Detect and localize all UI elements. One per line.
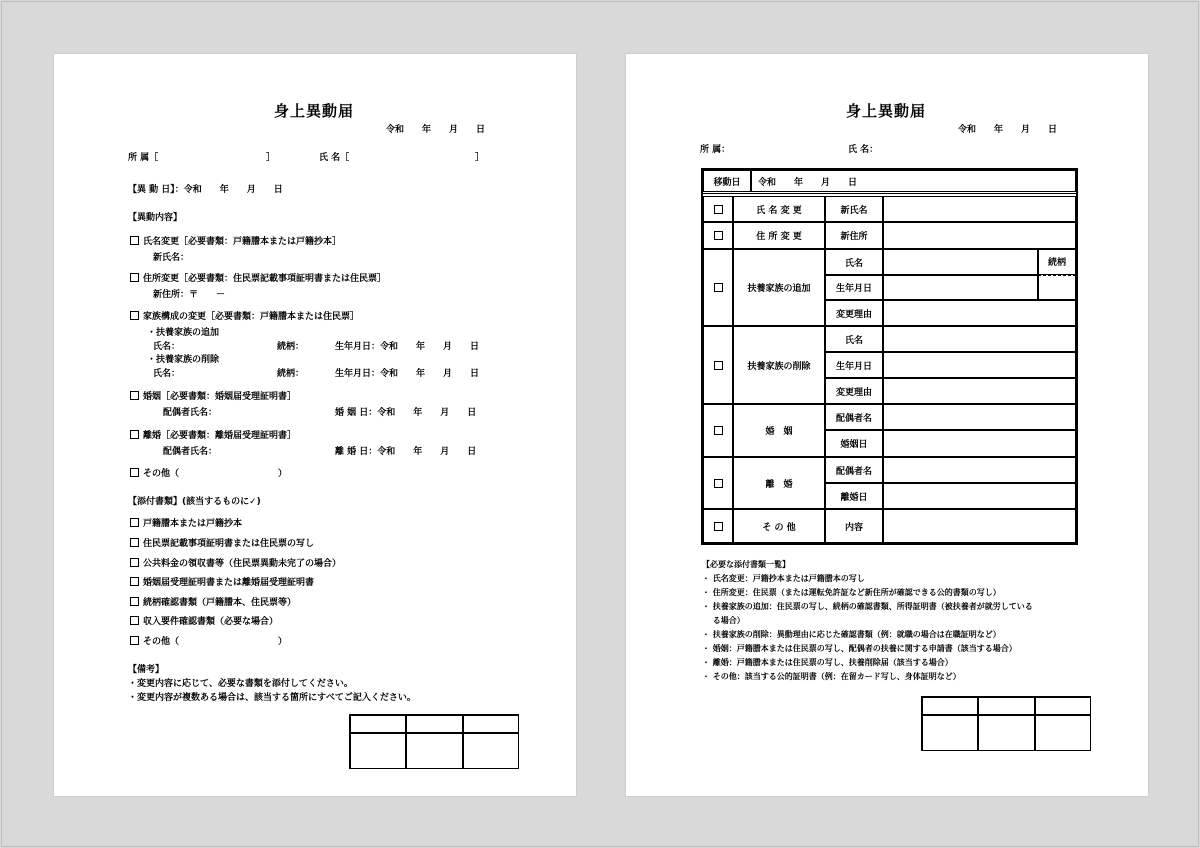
- attach-item[interactable]: 公共料金の領収書等（住民票異動未完了の場合）: [130, 556, 341, 569]
- dep-relation-input[interactable]: [1038, 275, 1076, 300]
- checkbox-icon[interactable]: [130, 468, 139, 477]
- checkbox-icon[interactable]: [714, 283, 723, 292]
- stamp-cell: [1035, 715, 1091, 751]
- table-divider: [703, 508, 1076, 509]
- check-address-change[interactable]: [703, 222, 733, 249]
- item-family-change[interactable]: 家族構成の変更［必要書類：戸籍謄本または住民票］: [130, 309, 359, 322]
- stamp-cell: [350, 715, 406, 733]
- new-address-input[interactable]: [883, 222, 1076, 249]
- rem-reason-label: 変更理由: [825, 378, 883, 404]
- checkbox-icon[interactable]: [130, 391, 139, 400]
- checkbox-icon[interactable]: [130, 538, 139, 547]
- add-dep-birth[interactable]: 生年月日：令和 年 月 日: [335, 342, 480, 352]
- name-change-label: 氏 名 変 更: [733, 196, 825, 222]
- add-dependent-label: ・扶養家族の追加: [147, 328, 220, 338]
- rem-birth-label: 生年月日: [825, 352, 883, 378]
- rem-name-input[interactable]: [883, 326, 1076, 352]
- remove-dep-relation[interactable]: 続柄：: [277, 369, 305, 379]
- other-label: そ の 他: [733, 509, 825, 543]
- table-divider: [703, 248, 1076, 249]
- page-title: 身上異動届: [274, 102, 355, 120]
- marriage-date-label: 婚姻日: [825, 430, 883, 457]
- rem-name-label: 氏名: [825, 326, 883, 352]
- stamp-cell: [922, 697, 978, 715]
- stamp-cell: [463, 715, 519, 733]
- table-divider: [703, 193, 1076, 194]
- move-date-field[interactable]: 【異 動 日】：令和 年 月 日: [128, 185, 283, 195]
- new-name-input[interactable]: [883, 196, 1076, 222]
- marriage-label: 婚 姻: [733, 404, 825, 457]
- doc-line: る場合）: [702, 616, 745, 625]
- approval-stamp-box[interactable]: [349, 714, 519, 769]
- checkbox-icon[interactable]: [130, 430, 139, 439]
- divorce-spouse-name[interactable]: 配偶者氏名：: [163, 447, 218, 457]
- new-address-field[interactable]: 新住所：〒 －: [153, 290, 226, 300]
- checkbox-icon[interactable]: [130, 236, 139, 245]
- form-page-right: [625, 53, 1149, 797]
- other-content-input[interactable]: [883, 509, 1076, 543]
- date-line: 令和 年 月 日: [958, 125, 1058, 135]
- doc-line: ・ その他：該当する公的証明書（例：在留カード写し、身体証明など）: [702, 672, 961, 681]
- marriage-spouse-name[interactable]: 配偶者氏名：: [163, 408, 218, 418]
- item-address-change[interactable]: 住所変更［必要書類：住民票記載事項証明書または住民票］: [130, 271, 386, 284]
- checkbox-icon[interactable]: [130, 597, 139, 606]
- divorce-date-label: 離婚日: [825, 483, 883, 509]
- doc-line: ・ 婚姻：戸籍謄本または住民票の写し、配偶者の扶養に関する申請書（該当する場合）: [702, 644, 1017, 653]
- checkbox-icon[interactable]: [130, 311, 139, 320]
- attach-item[interactable]: 婚姻届受理証明書または離婚届受理証明書: [130, 575, 314, 588]
- dep-birth-label: 生年月日: [825, 275, 883, 300]
- item-name-change[interactable]: 氏名変更［必要書類：戸籍謄本または戸籍抄本］: [130, 234, 341, 247]
- other-content-label: 内容: [825, 509, 883, 543]
- table-divider: [703, 403, 1076, 404]
- remove-dependent-label: ・扶養家族の削除: [147, 355, 220, 365]
- date-line: 令和 年 月 日: [386, 125, 486, 135]
- page-title: 身上異動届: [846, 102, 927, 120]
- stamp-cell: [978, 715, 1035, 751]
- dep-reason-label: 変更理由: [825, 300, 883, 326]
- table-divider: [703, 325, 1076, 326]
- stamp-cell: [406, 715, 463, 733]
- check-marriage[interactable]: [703, 404, 733, 457]
- check-add-dependent[interactable]: [703, 249, 733, 326]
- dep-reason-input[interactable]: [883, 300, 1076, 326]
- move-date-value[interactable]: 令和 年 月 日: [751, 170, 1076, 192]
- attach-item[interactable]: 住民票記載事項証明書または住民票の写し: [130, 536, 314, 549]
- divorce-date[interactable]: 離 婚 日：令和 年 月 日: [335, 447, 477, 457]
- dep-relation-label: 続柄: [1038, 249, 1076, 275]
- divorce-date-input[interactable]: [883, 483, 1076, 509]
- doc-line: ・ 住所変更：住民票（または運転免許証など新住所が確認できる公的書類の写し）: [702, 588, 1001, 597]
- checkbox-icon[interactable]: [130, 577, 139, 586]
- dep-birth-input[interactable]: [883, 275, 1038, 300]
- attach-item[interactable]: 戸籍謄本または戸籍抄本: [130, 516, 242, 529]
- name-field[interactable]: 氏 名：: [848, 145, 879, 155]
- checkbox-icon[interactable]: [130, 273, 139, 282]
- checkbox-icon[interactable]: [130, 636, 139, 645]
- new-name-label: 新氏名: [825, 196, 883, 222]
- note-line: ・変更内容が複数ある場合は、該当する箇所にすべてご記入ください。: [128, 693, 416, 703]
- attach-item[interactable]: 続柄確認書類（戸籍謄本、住民票等）: [130, 595, 296, 608]
- doc-line: ・ 離婚：戸籍謄本または住民票の写し、扶養削除届（該当する場合）: [702, 658, 953, 667]
- attach-header: 【添付書類】(該当するものに✓): [128, 497, 261, 507]
- checkbox-icon[interactable]: [714, 361, 723, 370]
- stamp-cell: [978, 697, 1035, 715]
- affiliation-field[interactable]: 所 属［ ］: [128, 153, 276, 163]
- stamp-cell: [350, 733, 406, 769]
- stamp-cell: [1035, 697, 1091, 715]
- move-date-label: 移動日: [703, 170, 751, 192]
- attach-item[interactable]: その他（ ）: [130, 634, 287, 647]
- rem-birth-input[interactable]: [883, 352, 1076, 378]
- add-dep-relation[interactable]: 続柄：: [277, 342, 305, 352]
- stamp-cell: [922, 715, 978, 751]
- approval-stamp-box[interactable]: [921, 696, 1091, 751]
- checkbox-icon[interactable]: [714, 522, 723, 531]
- stamp-cell: [406, 733, 463, 769]
- checkbox-icon[interactable]: [714, 231, 723, 240]
- checkbox-icon[interactable]: [130, 616, 139, 625]
- checkbox-icon[interactable]: [714, 205, 723, 214]
- item-divorce[interactable]: 離婚［必要書類：離婚届受理証明書］: [130, 428, 296, 441]
- check-remove-dependent[interactable]: [703, 326, 733, 404]
- item-other[interactable]: その他（ ）: [130, 466, 287, 479]
- divorce-label: 離 婚: [733, 457, 825, 509]
- doc-line: ・ 氏名変更：戸籍抄本または戸籍謄本の写し: [702, 574, 865, 583]
- check-name-change[interactable]: [703, 196, 733, 222]
- form-page-left: [53, 53, 577, 797]
- add-dependent-label: 扶養家族の追加: [733, 249, 825, 326]
- remove-dep-name[interactable]: 氏名：: [153, 369, 181, 379]
- remove-dep-birth[interactable]: 生年月日：令和 年 月 日: [335, 369, 480, 379]
- name-field[interactable]: 氏 名［ ］: [319, 153, 485, 163]
- remove-dependent-label: 扶養家族の削除: [733, 326, 825, 404]
- dep-name-label: 氏名: [825, 249, 883, 275]
- check-other[interactable]: [703, 509, 733, 543]
- new-address-label: 新住所: [825, 222, 883, 249]
- marriage-date-input[interactable]: [883, 430, 1076, 457]
- stamp-cell: [463, 733, 519, 769]
- marriage-spouse-label: 配偶者名: [825, 404, 883, 430]
- checkbox-icon[interactable]: [130, 558, 139, 567]
- attach-item[interactable]: 収入要件確認書類（必要な場合）: [130, 614, 278, 627]
- checkbox-icon[interactable]: [714, 426, 723, 435]
- address-change-label: 住 所 変 更: [733, 222, 825, 249]
- checkbox-icon[interactable]: [130, 518, 139, 527]
- doc-line: ・ 扶養家族の追加：住民票の写し、続柄の確認書類、所得証明書（被扶養者が就労している: [702, 602, 1033, 611]
- note-line: ・変更内容に応じて、必要な書類を添付してください。: [128, 679, 353, 689]
- affiliation-field[interactable]: 所 属：: [700, 145, 731, 155]
- content-header: 【異動内容】: [128, 213, 183, 223]
- change-form-table: [701, 168, 1078, 545]
- item-marriage[interactable]: 婚姻［必要書類：婚姻届受理証明書］: [130, 389, 296, 402]
- docs-header: 【必要な添付書類一覧】: [702, 560, 790, 569]
- dep-name-input[interactable]: [883, 249, 1038, 275]
- divorce-spouse-label: 配偶者名: [825, 457, 883, 483]
- new-name-field[interactable]: 新氏名：: [153, 253, 190, 263]
- marriage-date[interactable]: 婚 姻 日：令和 年 月 日: [335, 408, 477, 418]
- marriage-spouse-input[interactable]: [883, 404, 1076, 430]
- rem-reason-input[interactable]: [883, 378, 1076, 404]
- add-dep-name[interactable]: 氏名：: [153, 342, 181, 352]
- divorce-spouse-input[interactable]: [883, 457, 1076, 483]
- table-divider: [703, 456, 1076, 457]
- doc-line: ・ 扶養家族の削除：異動理由に応じた確認書類（例：就職の場合は在職証明など）: [702, 630, 1001, 639]
- checkbox-icon[interactable]: [714, 479, 723, 488]
- check-divorce[interactable]: [703, 457, 733, 509]
- notes-header: 【備考】: [128, 665, 165, 675]
